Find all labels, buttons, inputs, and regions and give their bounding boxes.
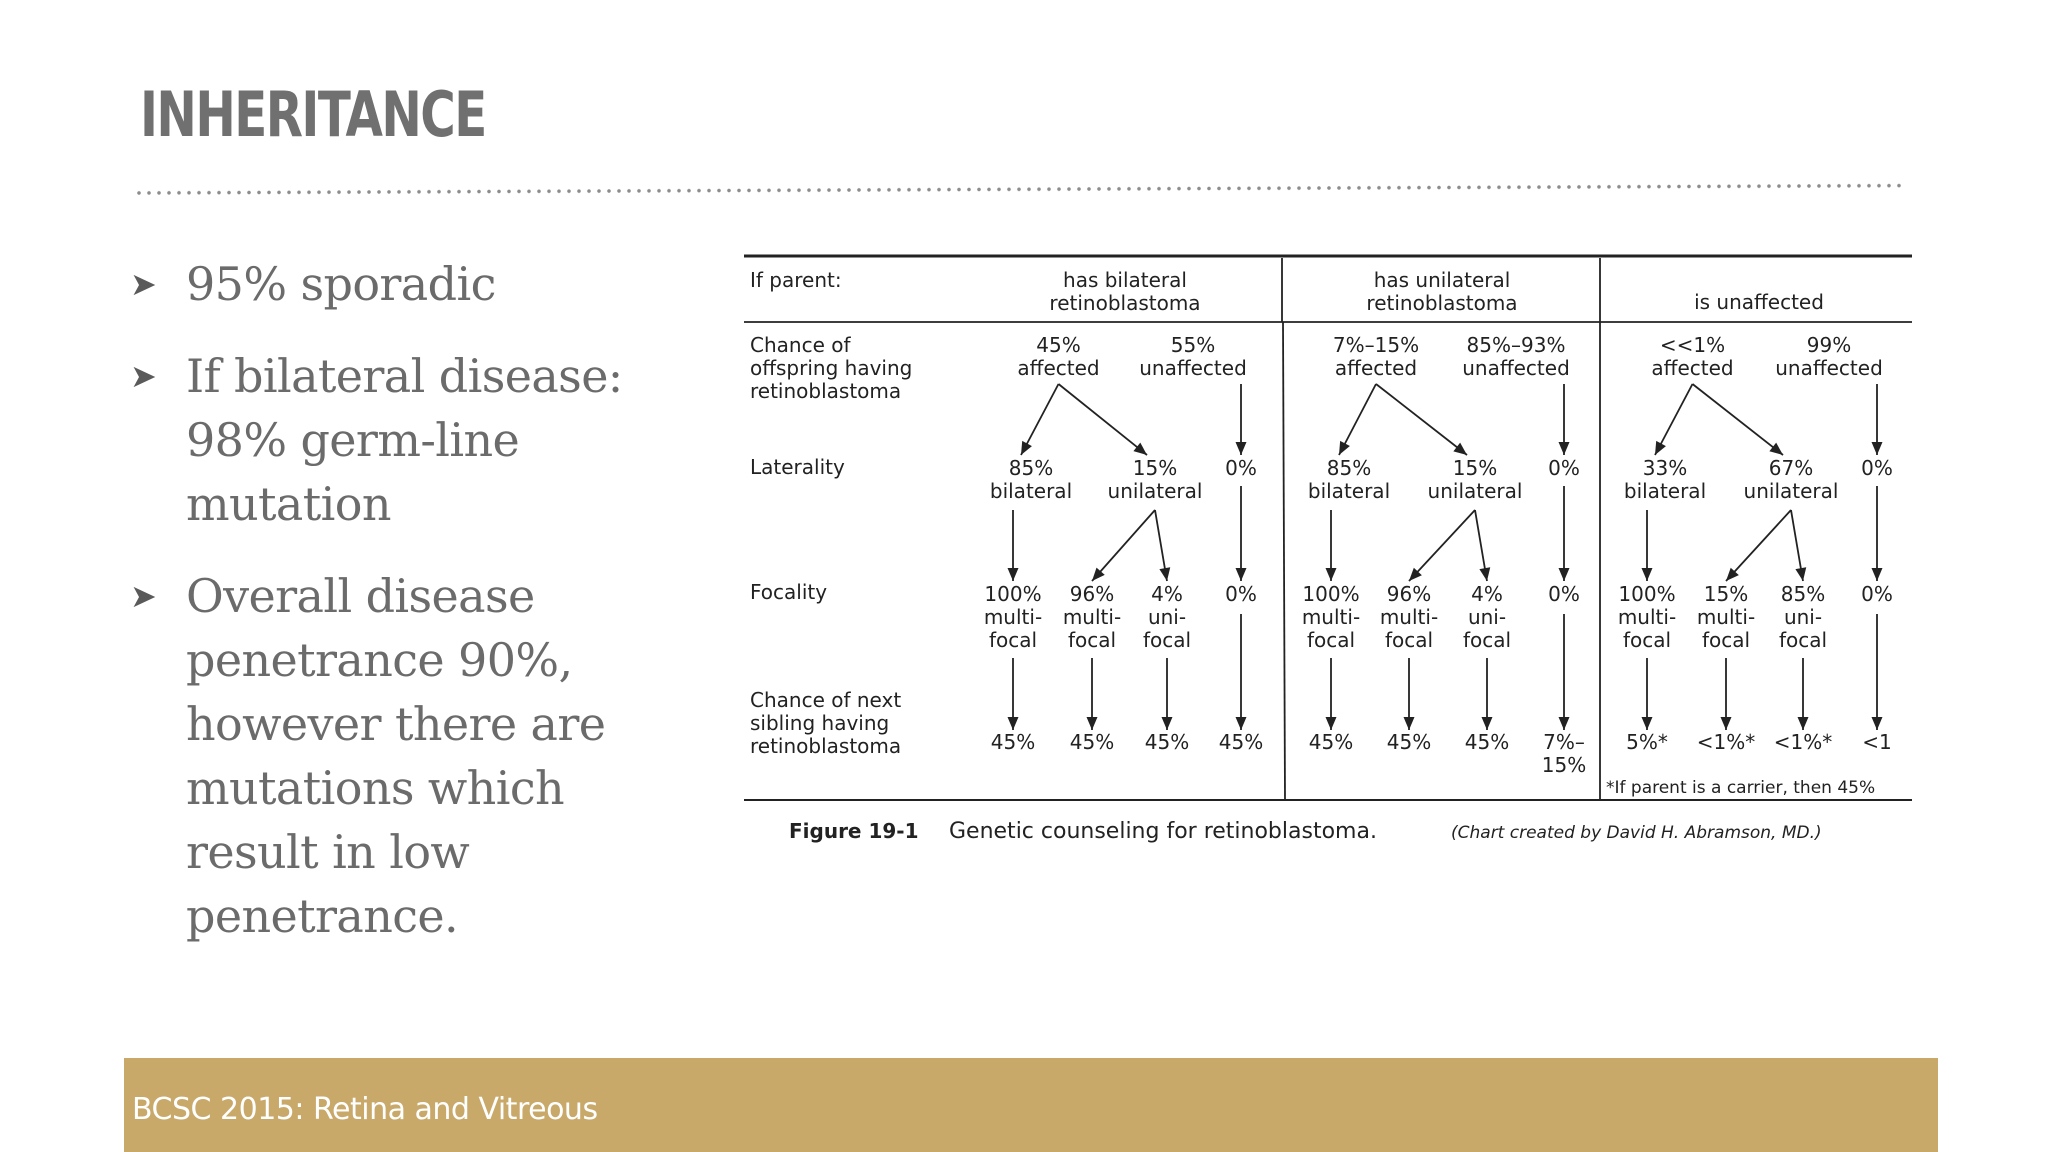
focality-percentage: 96% multi-focal	[1062, 582, 1122, 652]
arrowhead	[1559, 717, 1570, 730]
focality-percentage: 0%	[1548, 582, 1580, 606]
bullet-text: Overall disease penetrance 90%, however there are mutations which result in low penetrance.	[186, 569, 606, 943]
row-label-focality: Focality	[750, 580, 828, 604]
row-label-chance-offspring: Chance of offspring having retinoblastoma	[750, 333, 913, 403]
arrowhead-bullet-icon: ➤	[130, 265, 157, 303]
unilateral-percentage: 67% unilateral	[1743, 456, 1839, 503]
figure-caption-text: Genetic counseling for retinoblastoma.	[949, 819, 1377, 844]
arrow-line	[1376, 384, 1467, 455]
arrowhead	[1087, 717, 1098, 730]
sibling-chance-percentage: <1%*	[1696, 730, 1756, 754]
unaffected-percentage: 99% unaffected	[1775, 333, 1883, 380]
arrowhead	[1404, 717, 1415, 730]
arrowhead	[1133, 443, 1147, 455]
arrowhead	[1872, 442, 1883, 455]
no-laterality-percentage: 0%	[1225, 456, 1257, 480]
bilateral-percentage: 85% bilateral	[989, 456, 1073, 503]
arrowhead	[1872, 568, 1883, 581]
arrowhead	[1559, 568, 1570, 581]
sibling-chance-percentage: 7%– 15%	[1541, 730, 1587, 777]
no-laterality-percentage: 0%	[1861, 456, 1893, 480]
column-divider	[1283, 322, 1285, 800]
sibling-chance-percentage: 45%	[1144, 730, 1190, 754]
focality-percentage: 4% uni-focal	[1462, 582, 1512, 652]
focality-percentage: 0%	[1225, 582, 1257, 606]
focality-percentage: 100% multi-focal	[983, 582, 1043, 652]
bilateral-percentage: 33% bilateral	[1623, 456, 1707, 503]
sibling-chance-percentage: 45%	[1386, 730, 1432, 754]
figure-caption-credit: (Chart created by David H. Abramson, MD.)	[1451, 823, 1822, 843]
arrowhead	[1798, 717, 1809, 730]
focality-percentage: 85% uni-focal	[1778, 582, 1828, 652]
focality-percentage: 0%	[1861, 582, 1893, 606]
footer-bar	[124, 1058, 1938, 1152]
arrow-line	[1059, 384, 1148, 455]
sibling-chance-percentage: 45%	[1069, 730, 1115, 754]
arrow-line	[1409, 510, 1475, 581]
unaffected-percentage: 85%–93% unaffected	[1462, 333, 1570, 380]
affected-percentage: <<1% affected	[1651, 333, 1734, 380]
affected-percentage: 7%–15% affected	[1332, 333, 1420, 380]
bullet-text: If bilateral disease: 98% germ-line mutation	[186, 349, 623, 531]
bullet-item	[130, 344, 710, 536]
arrowhead	[1008, 568, 1019, 581]
arrowhead	[1453, 443, 1467, 455]
bullet-item	[130, 564, 710, 948]
sibling-chance-percentage: 45%	[1464, 730, 1510, 754]
carrier-footnote: *If parent is a carrier, then 45%	[1606, 778, 1876, 798]
sibling-chance-percentage: <1%*	[1773, 730, 1833, 754]
arrow-line	[1726, 510, 1791, 581]
arrowhead	[1769, 443, 1783, 455]
arrowhead	[1642, 568, 1653, 581]
sibling-chance-percentage: <1	[1862, 730, 1892, 754]
sibling-chance-percentage: 45%	[1218, 730, 1264, 754]
arrowhead	[1326, 717, 1337, 730]
unaffected-percentage: 55% unaffected	[1139, 333, 1247, 380]
genetic-counseling-figure	[740, 248, 1930, 863]
dotted-divider	[134, 183, 1904, 196]
arrowhead-bullet-icon: ➤	[130, 577, 157, 615]
arrowhead	[1721, 717, 1732, 730]
no-laterality-percentage: 0%	[1548, 456, 1580, 480]
column-header: is unaffected	[1694, 290, 1824, 314]
arrowhead	[1159, 567, 1170, 581]
arrow-line	[1693, 384, 1784, 455]
arrowhead	[1008, 717, 1019, 730]
arrowhead	[1326, 568, 1337, 581]
affected-percentage: 45% affected	[1017, 333, 1100, 380]
row-label-chance-sibling: Chance of next sibling having retinoblastoma	[750, 688, 902, 758]
bullet-text: 95% sporadic	[186, 257, 496, 311]
footer-text: BCSC 2015: Retina and Vitreous	[132, 1092, 598, 1127]
row-label-laterality: Laterality	[750, 455, 845, 479]
arrowhead	[1795, 567, 1806, 581]
arrow-line	[1092, 510, 1155, 581]
arrowhead	[1482, 717, 1493, 730]
column-header: has unilateral retinoblastoma	[1366, 268, 1518, 315]
arrowhead	[1559, 442, 1570, 455]
column-header: has bilateral retinoblastoma	[1049, 268, 1201, 315]
arrowhead	[1236, 442, 1247, 455]
sibling-chance-percentage: 45%	[1308, 730, 1354, 754]
arrowhead	[1236, 568, 1247, 581]
unilateral-percentage: 15% unilateral	[1427, 456, 1523, 503]
bullet-list	[130, 252, 710, 976]
row-label-parent: If parent:	[750, 268, 842, 292]
bullet-item	[130, 252, 710, 316]
arrowhead	[1479, 567, 1490, 581]
focality-percentage: 4% uni-focal	[1142, 582, 1192, 652]
figure-caption-label: Figure 19-1	[789, 819, 919, 843]
focality-percentage: 15% multi-focal	[1696, 582, 1756, 652]
arrowhead	[1162, 717, 1173, 730]
arrowhead	[1236, 717, 1247, 730]
sibling-chance-percentage: 5%*	[1626, 730, 1668, 754]
focality-percentage: 100% multi-focal	[1301, 582, 1361, 652]
bilateral-percentage: 85% bilateral	[1307, 456, 1391, 503]
arrowhead-bullet-icon: ➤	[130, 357, 157, 395]
focality-percentage: 96% multi-focal	[1379, 582, 1439, 652]
focality-percentage: 100% multi-focal	[1617, 582, 1677, 652]
arrowhead	[1642, 717, 1653, 730]
unilateral-percentage: 15% unilateral	[1107, 456, 1203, 503]
slide-title: INHERITANCE	[140, 78, 486, 151]
sibling-chance-percentage: 45%	[990, 730, 1036, 754]
arrowhead	[1872, 717, 1883, 730]
